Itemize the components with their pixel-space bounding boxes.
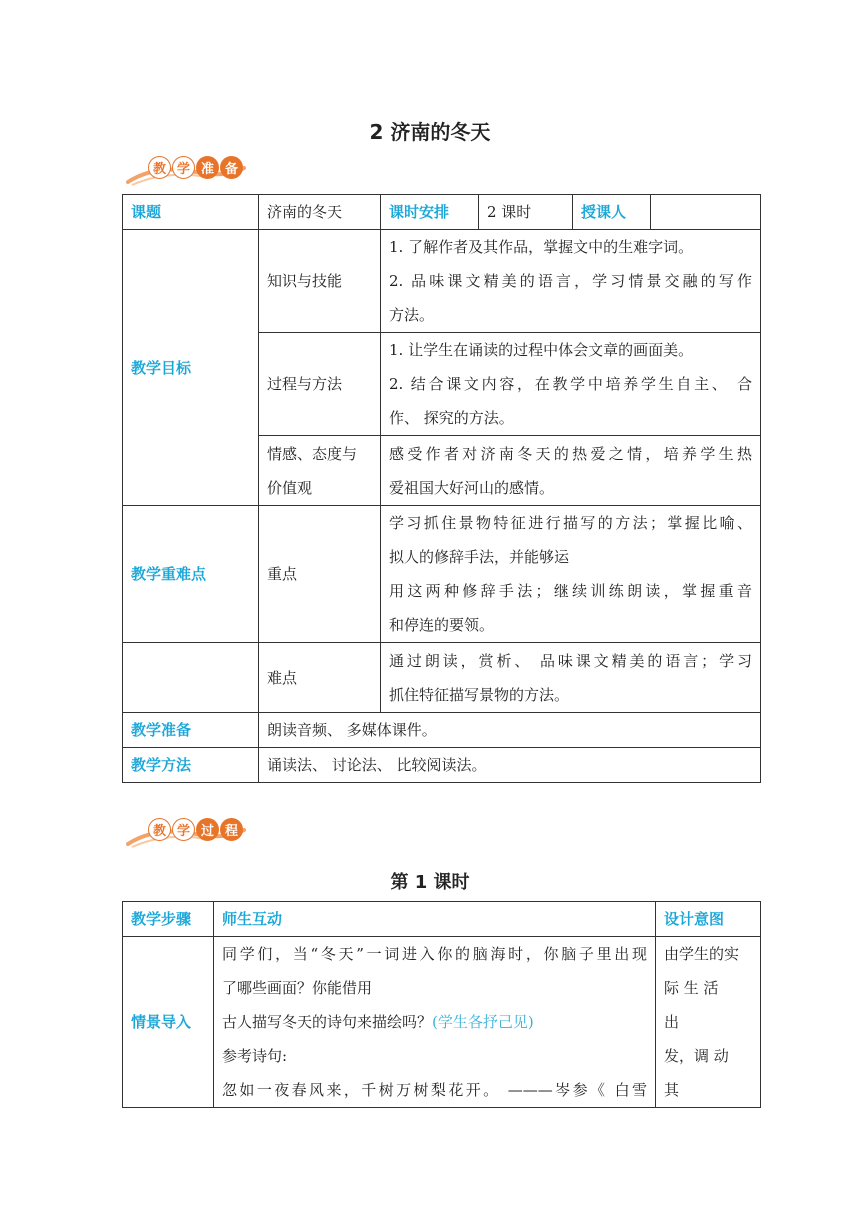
interaction-line: 了哪些画面？你能借用 [222,979,373,997]
goal-content [381,333,761,436]
intent-line: 出 [664,1013,680,1031]
zhongdian-content [381,506,761,643]
badge-char: 准 [196,156,219,179]
prep-table [122,194,761,783]
badge-char: 学 [172,818,195,841]
goal-line: 方法。 [389,306,435,324]
interaction-line [222,1005,647,1039]
goals-label: 教学目标 [123,230,259,506]
keypoints-label: 教学重难点 [123,506,259,643]
interaction-line: 忽如一夜春风来，千树万树梨花开。 ———岑参《 白雪 [222,1081,647,1099]
goal-name [259,436,381,506]
badge-char: 过 [196,818,219,841]
student-note: (学生各抒己见) [432,1013,534,1031]
intent-content [656,937,761,1108]
goal-name: 过程与方法 [259,333,381,436]
goal-name-line: 价值观 [267,478,313,497]
interaction-content [214,937,656,1108]
goal-name: 知识与技能 [259,230,381,333]
keti-value: 济南的冬天 [259,195,381,230]
page-title: 2 济南的冬天 [369,120,491,144]
goal-content [381,436,761,506]
nandian-empty [123,643,259,713]
interaction-line: 参考诗句: [222,1047,288,1065]
prep-value: 朗读音频、 多媒体课件。 [259,713,761,748]
anpai-value: 2 课时 [479,195,573,230]
keypoint-line: 抓住特征描写景物的方法。 [389,685,570,704]
keti-label: 课题 [123,195,259,230]
shouke-value [651,195,761,230]
intent-line: 其 [664,1081,680,1099]
goal-name-line: 情感、态度与 [267,444,358,463]
interaction-text: 古人描写冬天的诗句来描绘吗？ [222,1013,433,1031]
goal-line: 1. 让学生在诵读的过程中体会文章的画面美。 [389,341,694,359]
prep-label: 教学准备 [123,713,259,748]
goal-line: 2. 品味课文精美的语言，学习情景交融的写作 [389,272,752,290]
goal-line: 1. 了解作者及其作品，掌握文中的生难字词。 [389,238,694,256]
step-label: 情景导入 [123,937,214,1108]
goal-content [381,230,761,333]
goal-line: 作、 探究的方法。 [389,409,514,427]
goal-line: 爱祖国大好河山的感情。 [389,478,555,497]
keypoint-line: 拟人的修辞手法，并能够运 [389,548,570,566]
zhongdian-label: 重点 [259,506,381,643]
intent-line: 由学生的实 [664,945,740,963]
badge-char: 程 [220,818,243,841]
intent-line: 际 生 活 [664,979,719,997]
header-intent: 设计意图 [656,902,761,937]
goal-line: 感受作者对济南冬天的热爱之情，培养学生热 [389,444,752,463]
badge-char: 备 [220,156,243,179]
badge-char: 学 [172,156,195,179]
keypoint-line: 学习抓住景物特征进行描写的方法；掌握比喻、 [389,514,752,532]
badge-char: 教 [148,818,171,841]
section-badge-prep [126,154,246,186]
header-step: 教学步骤 [123,902,214,937]
method-label: 教学方法 [123,748,259,783]
intent-line: 发，调 动 [664,1047,729,1065]
header-interaction: 师生互动 [214,902,656,937]
keypoint-line: 通过朗读，赏析、 品味课文精美的语言；学习 [389,651,752,670]
lesson-title: 第 1 课时 [390,872,470,893]
goal-line: 2. 结合课文内容，在教学中培养学生自主、 合 [389,375,752,393]
anpai-label: 课时安排 [381,195,479,230]
nandian-content [381,643,761,713]
method-value: 诵读法、 讨论法、 比较阅读法。 [259,748,761,783]
badge-char: 教 [148,156,171,179]
process-table [122,901,761,1108]
keypoint-line: 和停连的要领。 [389,616,495,634]
interaction-line: 同学们，当“冬天”一词进入你的脑海时，你脑子里出现 [222,945,647,963]
section-badge-process [126,816,246,848]
nandian-label: 难点 [259,643,381,713]
shouke-label: 授课人 [573,195,651,230]
keypoint-line: 用这两种修辞手法；继续训练朗读，掌握重音 [389,582,752,600]
